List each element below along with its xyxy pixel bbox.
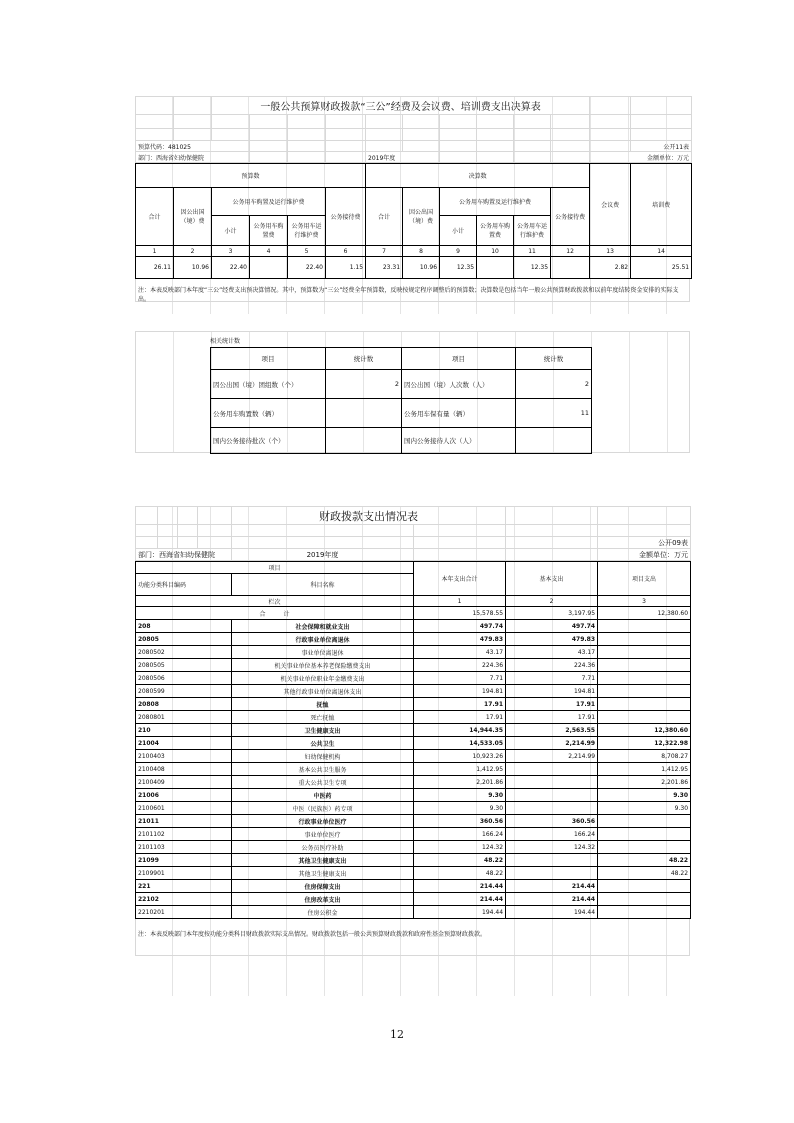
fiscal-year: 2019年度 — [232, 549, 414, 561]
subject-code: 2080801 — [136, 711, 232, 724]
project-expense: 48.22 — [598, 867, 691, 880]
subject-name: 卫生健康支出 — [232, 724, 414, 737]
project-expense — [598, 633, 691, 646]
total-expense: 43.17 — [414, 646, 506, 659]
col-number: 1 — [414, 596, 506, 607]
total-expense: 17.91 — [414, 711, 506, 724]
table-row — [136, 737, 691, 750]
fiscal-rows — [136, 620, 691, 919]
value-cell — [477, 257, 514, 279]
grand-total-value: 3,197.95 — [506, 607, 598, 620]
subject-code: 20805 — [136, 633, 232, 646]
budget-total-header: 合计 — [136, 188, 174, 246]
basic-expense — [506, 789, 598, 802]
subject-name: 住房保障支出 — [232, 880, 414, 893]
subject-code: 21099 — [136, 854, 232, 867]
total-expense: 214.44 — [414, 893, 506, 906]
grand-total-label: 合 计 — [136, 607, 414, 620]
subject-name: 重大公共卫生专项 — [232, 776, 414, 789]
basic-expense: 7.71 — [506, 672, 598, 685]
project-expense: 2,201.86 — [598, 776, 691, 789]
basic-expense-header: 基本支出 — [506, 562, 598, 596]
subject-code: 2100601 — [136, 802, 232, 815]
stats-label: 因公出国（境）团组数（个） — [211, 370, 326, 399]
project-expense: 12,380.60 — [598, 724, 691, 737]
basic-expense: 2,214.99 — [506, 750, 598, 763]
three-public-title: 一般公共预算财政拨款“三公”经费及会议费、培训费支出决算表 — [212, 97, 590, 115]
subject-name: 机关事业单位职业年金缴费支出 — [232, 672, 414, 685]
basic-expense: 124.32 — [506, 841, 598, 854]
value-cell: 12.35 — [514, 257, 551, 279]
project-expense: 48.22 — [598, 854, 691, 867]
col-number: 7 — [366, 246, 403, 257]
total-expense: 224.36 — [414, 659, 506, 672]
subject-name: 公务员医疗补助 — [232, 841, 414, 854]
column-label: 栏次 — [136, 596, 414, 607]
subject-name: 住房公积金 — [232, 906, 414, 919]
subject-code: 2210201 — [136, 906, 232, 919]
value-cell: 22.40 — [288, 257, 326, 279]
stats-label: 国内公务接待人次（人） — [402, 428, 516, 454]
basic-expense: 360.56 — [506, 815, 598, 828]
basic-expense: 166.24 — [506, 828, 598, 841]
col-number: 12 — [551, 246, 590, 257]
total-expense: 9.30 — [414, 789, 506, 802]
total-expense: 214.44 — [414, 880, 506, 893]
subject-code: 22102 — [136, 893, 232, 906]
fiscal-appropriation-sheet — [135, 506, 690, 996]
project-expense — [598, 646, 691, 659]
table-row — [136, 828, 691, 841]
value-cell: 23.31 — [366, 257, 403, 279]
col-number: 9 — [440, 246, 477, 257]
subject-code: 2100403 — [136, 750, 232, 763]
basic-expense: 2,563.55 — [506, 724, 598, 737]
subject-code: 2109901 — [136, 867, 232, 880]
subject-name: 中医（民族医）药专项 — [232, 802, 414, 815]
total-expense: 124.32 — [414, 841, 506, 854]
project-expense — [598, 815, 691, 828]
project-expense — [598, 620, 691, 633]
fiscal-note: 注：本表反映部门本年度按功能分类科目财政拨款实际支出情况。财政拨款包括一般公共预算财政拨款和政府性基金预算财政拨款。 — [135, 919, 690, 956]
amount-unit: 金额单位：万元 — [590, 152, 692, 163]
basic-expense — [506, 802, 598, 815]
budget-vehicle-group-header: 公务用车购置及运行维护费 — [212, 188, 326, 216]
subject-name: 事业单位医疗 — [232, 828, 414, 841]
total-expense: 17.91 — [414, 698, 506, 711]
final-subtotal-header: 小计 — [440, 216, 477, 246]
col-number: 2 — [506, 596, 598, 607]
fiscal-table — [135, 561, 691, 919]
budget-code: 预算代码：481025 — [136, 141, 250, 152]
subject-code: 221 — [136, 880, 232, 893]
three-public-header-grid — [135, 96, 692, 163]
stats-item-header: 项目 — [211, 348, 326, 370]
stats-value-header: 统计数 — [326, 348, 402, 370]
total-expense: 360.56 — [414, 815, 506, 828]
total-expense: 7.71 — [414, 672, 506, 685]
subject-code: 2100409 — [136, 776, 232, 789]
budget-abroad-header: 因公出国（境）费 — [174, 188, 212, 246]
value-cell: 1.15 — [326, 257, 366, 279]
total-expense: 479.83 — [414, 633, 506, 646]
value-cell: 25.51 — [631, 257, 692, 279]
item-header: 项目 — [136, 562, 414, 574]
table-row — [136, 880, 691, 893]
basic-expense: 194.81 — [506, 685, 598, 698]
budget-purchase-header: 公务用车购置费 — [250, 216, 288, 246]
table-row — [136, 672, 691, 685]
final-vehicle-group-header: 公务用车购置及运行维护费 — [440, 188, 551, 216]
project-expense — [598, 698, 691, 711]
stats-title: 相关统计数 — [210, 338, 241, 345]
table-row — [136, 906, 691, 919]
final-total-header: 合计 — [366, 188, 403, 246]
budget-reception-header: 公务接待费 — [326, 188, 366, 246]
subject-code: 2080505 — [136, 659, 232, 672]
final-purchase-header: 公务用车购置费 — [477, 216, 514, 246]
total-expense: 194.81 — [414, 685, 506, 698]
budget-operation-header: 公务用车运行维护费 — [288, 216, 326, 246]
training-fee-header: 培训费 — [631, 164, 692, 246]
final-operation-header: 公务用车运行维护费 — [514, 216, 551, 246]
subject-name: 机关事业单位基本养老保险缴费支出 — [232, 659, 414, 672]
subject-code: 2080599 — [136, 685, 232, 698]
project-expense: 12,322.98 — [598, 737, 691, 750]
table-row — [136, 633, 691, 646]
total-expense: 10,923.26 — [414, 750, 506, 763]
subject-code: 2101102 — [136, 828, 232, 841]
total-expense-header: 本年支出合计 — [414, 562, 506, 596]
project-expense — [598, 880, 691, 893]
project-expense: 9.30 — [598, 789, 691, 802]
subject-name: 中医药 — [232, 789, 414, 802]
subject-name: 行政事业单位医疗 — [232, 815, 414, 828]
project-expense — [598, 828, 691, 841]
page-number: 12 — [390, 1028, 404, 1041]
value-cell — [250, 257, 288, 279]
value-cell — [551, 257, 590, 279]
subject-code: 21004 — [136, 737, 232, 750]
subject-code: 208 — [136, 620, 232, 633]
department-name: 部门：西海省妇幼保健院 — [136, 549, 232, 561]
basic-expense: 17.91 — [506, 711, 598, 724]
subject-name: 妇幼保健机构 — [232, 750, 414, 763]
table-row — [136, 867, 691, 880]
table-row — [136, 776, 691, 789]
three-public-note: 注：本表反映部门本年度“三公”经费支出预决算情况。其中，预算数为“三公”经费全年预算数，反映按规定程序调整后的预算数；决算数是包括当年一般公共预算财政拨款和以前年度结转资金安排的实际支出。 — [135, 279, 690, 302]
subject-code: 2080506 — [136, 672, 232, 685]
total-expense: 9.30 — [414, 802, 506, 815]
table-row — [136, 685, 691, 698]
basic-expense — [506, 867, 598, 880]
subject-name: 抚恤 — [232, 698, 414, 711]
table-row — [136, 789, 691, 802]
basic-expense: 497.74 — [506, 620, 598, 633]
form-number: 公开09表 — [598, 537, 691, 549]
subject-code: 2080502 — [136, 646, 232, 659]
total-expense: 48.22 — [414, 867, 506, 880]
col-number: 4 — [250, 246, 288, 257]
subject-name: 事业单位离退休 — [232, 646, 414, 659]
three-public-table — [135, 163, 692, 279]
col-number: 13 — [590, 246, 631, 257]
col-number: 8 — [403, 246, 440, 257]
total-expense: 48.22 — [414, 854, 506, 867]
project-expense — [598, 685, 691, 698]
final-header: 决算数 — [366, 164, 590, 188]
table-row — [136, 724, 691, 737]
basic-expense — [506, 776, 598, 789]
table-row — [136, 750, 691, 763]
table-row — [136, 802, 691, 815]
subject-name: 行政事业单位离退休 — [232, 633, 414, 646]
subject-name: 其他卫生健康支出 — [232, 854, 414, 867]
subject-code: 2101103 — [136, 841, 232, 854]
budget-subtotal-header: 小计 — [212, 216, 250, 246]
project-expense: 8,708.27 — [598, 750, 691, 763]
subject-code: 210 — [136, 724, 232, 737]
fiscal-header-grid — [135, 506, 691, 561]
col-number: 1 — [136, 246, 174, 257]
subject-name: 基本公共卫生服务 — [232, 763, 414, 776]
total-expense: 2,201.86 — [414, 776, 506, 789]
table-row — [136, 893, 691, 906]
col-number: 3 — [212, 246, 250, 257]
stats-value — [326, 428, 402, 454]
project-expense — [598, 841, 691, 854]
stats-value: 2 — [326, 370, 402, 399]
subject-name: 其他行政事业单位离退休支出 — [232, 685, 414, 698]
subject-name: 死亡抚恤 — [232, 711, 414, 724]
basic-expense: 2,214.99 — [506, 737, 598, 750]
stats-value: 11 — [516, 399, 592, 428]
col-number: 10 — [477, 246, 514, 257]
basic-expense — [506, 763, 598, 776]
value-cell: 10.96 — [403, 257, 440, 279]
basic-expense: 43.17 — [506, 646, 598, 659]
project-expense — [598, 906, 691, 919]
project-expense: 1,412.95 — [598, 763, 691, 776]
final-abroad-header: 因公出国（境）费 — [403, 188, 440, 246]
subject-name: 住房改革支出 — [232, 893, 414, 906]
project-expense — [598, 893, 691, 906]
stats-value — [326, 399, 402, 428]
table-row — [136, 763, 691, 776]
project-expense: 9.30 — [598, 802, 691, 815]
table-row — [136, 646, 691, 659]
col-number: 6 — [326, 246, 366, 257]
table-row — [136, 854, 691, 867]
total-expense: 14,944.35 — [414, 724, 506, 737]
table-row — [136, 815, 691, 828]
stats-label: 公务用车购置数（辆） — [211, 399, 326, 428]
department-name: 部门：西海省妇幼保健院 — [136, 152, 250, 163]
project-expense — [598, 672, 691, 685]
value-cell: 2.82 — [590, 257, 631, 279]
subject-name: 其他卫生健康支出 — [232, 867, 414, 880]
basic-expense: 17.91 — [506, 698, 598, 711]
value-cell: 22.40 — [212, 257, 250, 279]
subject-code: 2100408 — [136, 763, 232, 776]
subject-code: 20808 — [136, 698, 232, 711]
stats-label: 因公出国（境）人次数（人） — [402, 370, 516, 399]
total-expense: 497.74 — [414, 620, 506, 633]
stats-value-header: 统计数 — [516, 348, 592, 370]
budget-header: 预算数 — [136, 164, 366, 188]
stats-table — [210, 347, 592, 454]
grand-total-value: 12,380.60 — [598, 607, 691, 620]
related-stats-sheet — [135, 331, 690, 453]
final-reception-header: 公务接待费 — [551, 188, 590, 246]
three-public-expenses-sheet — [135, 96, 690, 314]
col-number: 2 — [174, 246, 212, 257]
col-number: 3 — [598, 596, 691, 607]
table-row — [136, 659, 691, 672]
basic-expense: 224.36 — [506, 659, 598, 672]
table-row — [136, 711, 691, 724]
total-expense: 166.24 — [414, 828, 506, 841]
amount-unit: 金额单位：万元 — [598, 549, 691, 561]
fiscal-year: 2019年度 — [366, 152, 440, 163]
total-expense: 14,533.05 — [414, 737, 506, 750]
stats-label: 国内公务接待批次（个） — [211, 428, 326, 454]
stats-value: 2 — [516, 370, 592, 399]
basic-expense: 194.44 — [506, 906, 598, 919]
value-cell: 10.96 — [174, 257, 212, 279]
project-expense-header: 项目支出 — [598, 562, 691, 596]
col-number: 5 — [288, 246, 326, 257]
project-expense — [598, 659, 691, 672]
stats-item-header: 项目 — [402, 348, 516, 370]
fiscal-table-title: 财政拨款支出情况表 — [232, 507, 506, 525]
subject-name: 公共卫生 — [232, 737, 414, 750]
value-cell: 26.11 — [136, 257, 174, 279]
table-row — [136, 620, 691, 633]
subject-name-header: 科目名称 — [232, 574, 414, 596]
subject-code: 21006 — [136, 789, 232, 802]
basic-expense: 479.83 — [506, 633, 598, 646]
meeting-fee-header: 会议费 — [590, 164, 631, 246]
form-number: 公开11表 — [631, 141, 692, 152]
project-expense — [598, 711, 691, 724]
total-expense: 1,412.95 — [414, 763, 506, 776]
stats-label: 公务用车保有量（辆） — [402, 399, 516, 428]
grand-total-value: 15,578.55 — [414, 607, 506, 620]
subject-name: 社会保障和就业支出 — [232, 620, 414, 633]
total-expense: 194.44 — [414, 906, 506, 919]
table-row — [136, 841, 691, 854]
subject-code: 21011 — [136, 815, 232, 828]
function-code-header: 功能分类科目编码 — [136, 574, 232, 596]
basic-expense — [506, 854, 598, 867]
basic-expense: 214.44 — [506, 893, 598, 906]
table-row — [136, 698, 691, 711]
col-number: 11 — [514, 246, 551, 257]
stats-value — [516, 428, 592, 454]
col-number: 14 — [631, 246, 692, 257]
basic-expense: 214.44 — [506, 880, 598, 893]
value-cell: 12.35 — [440, 257, 477, 279]
